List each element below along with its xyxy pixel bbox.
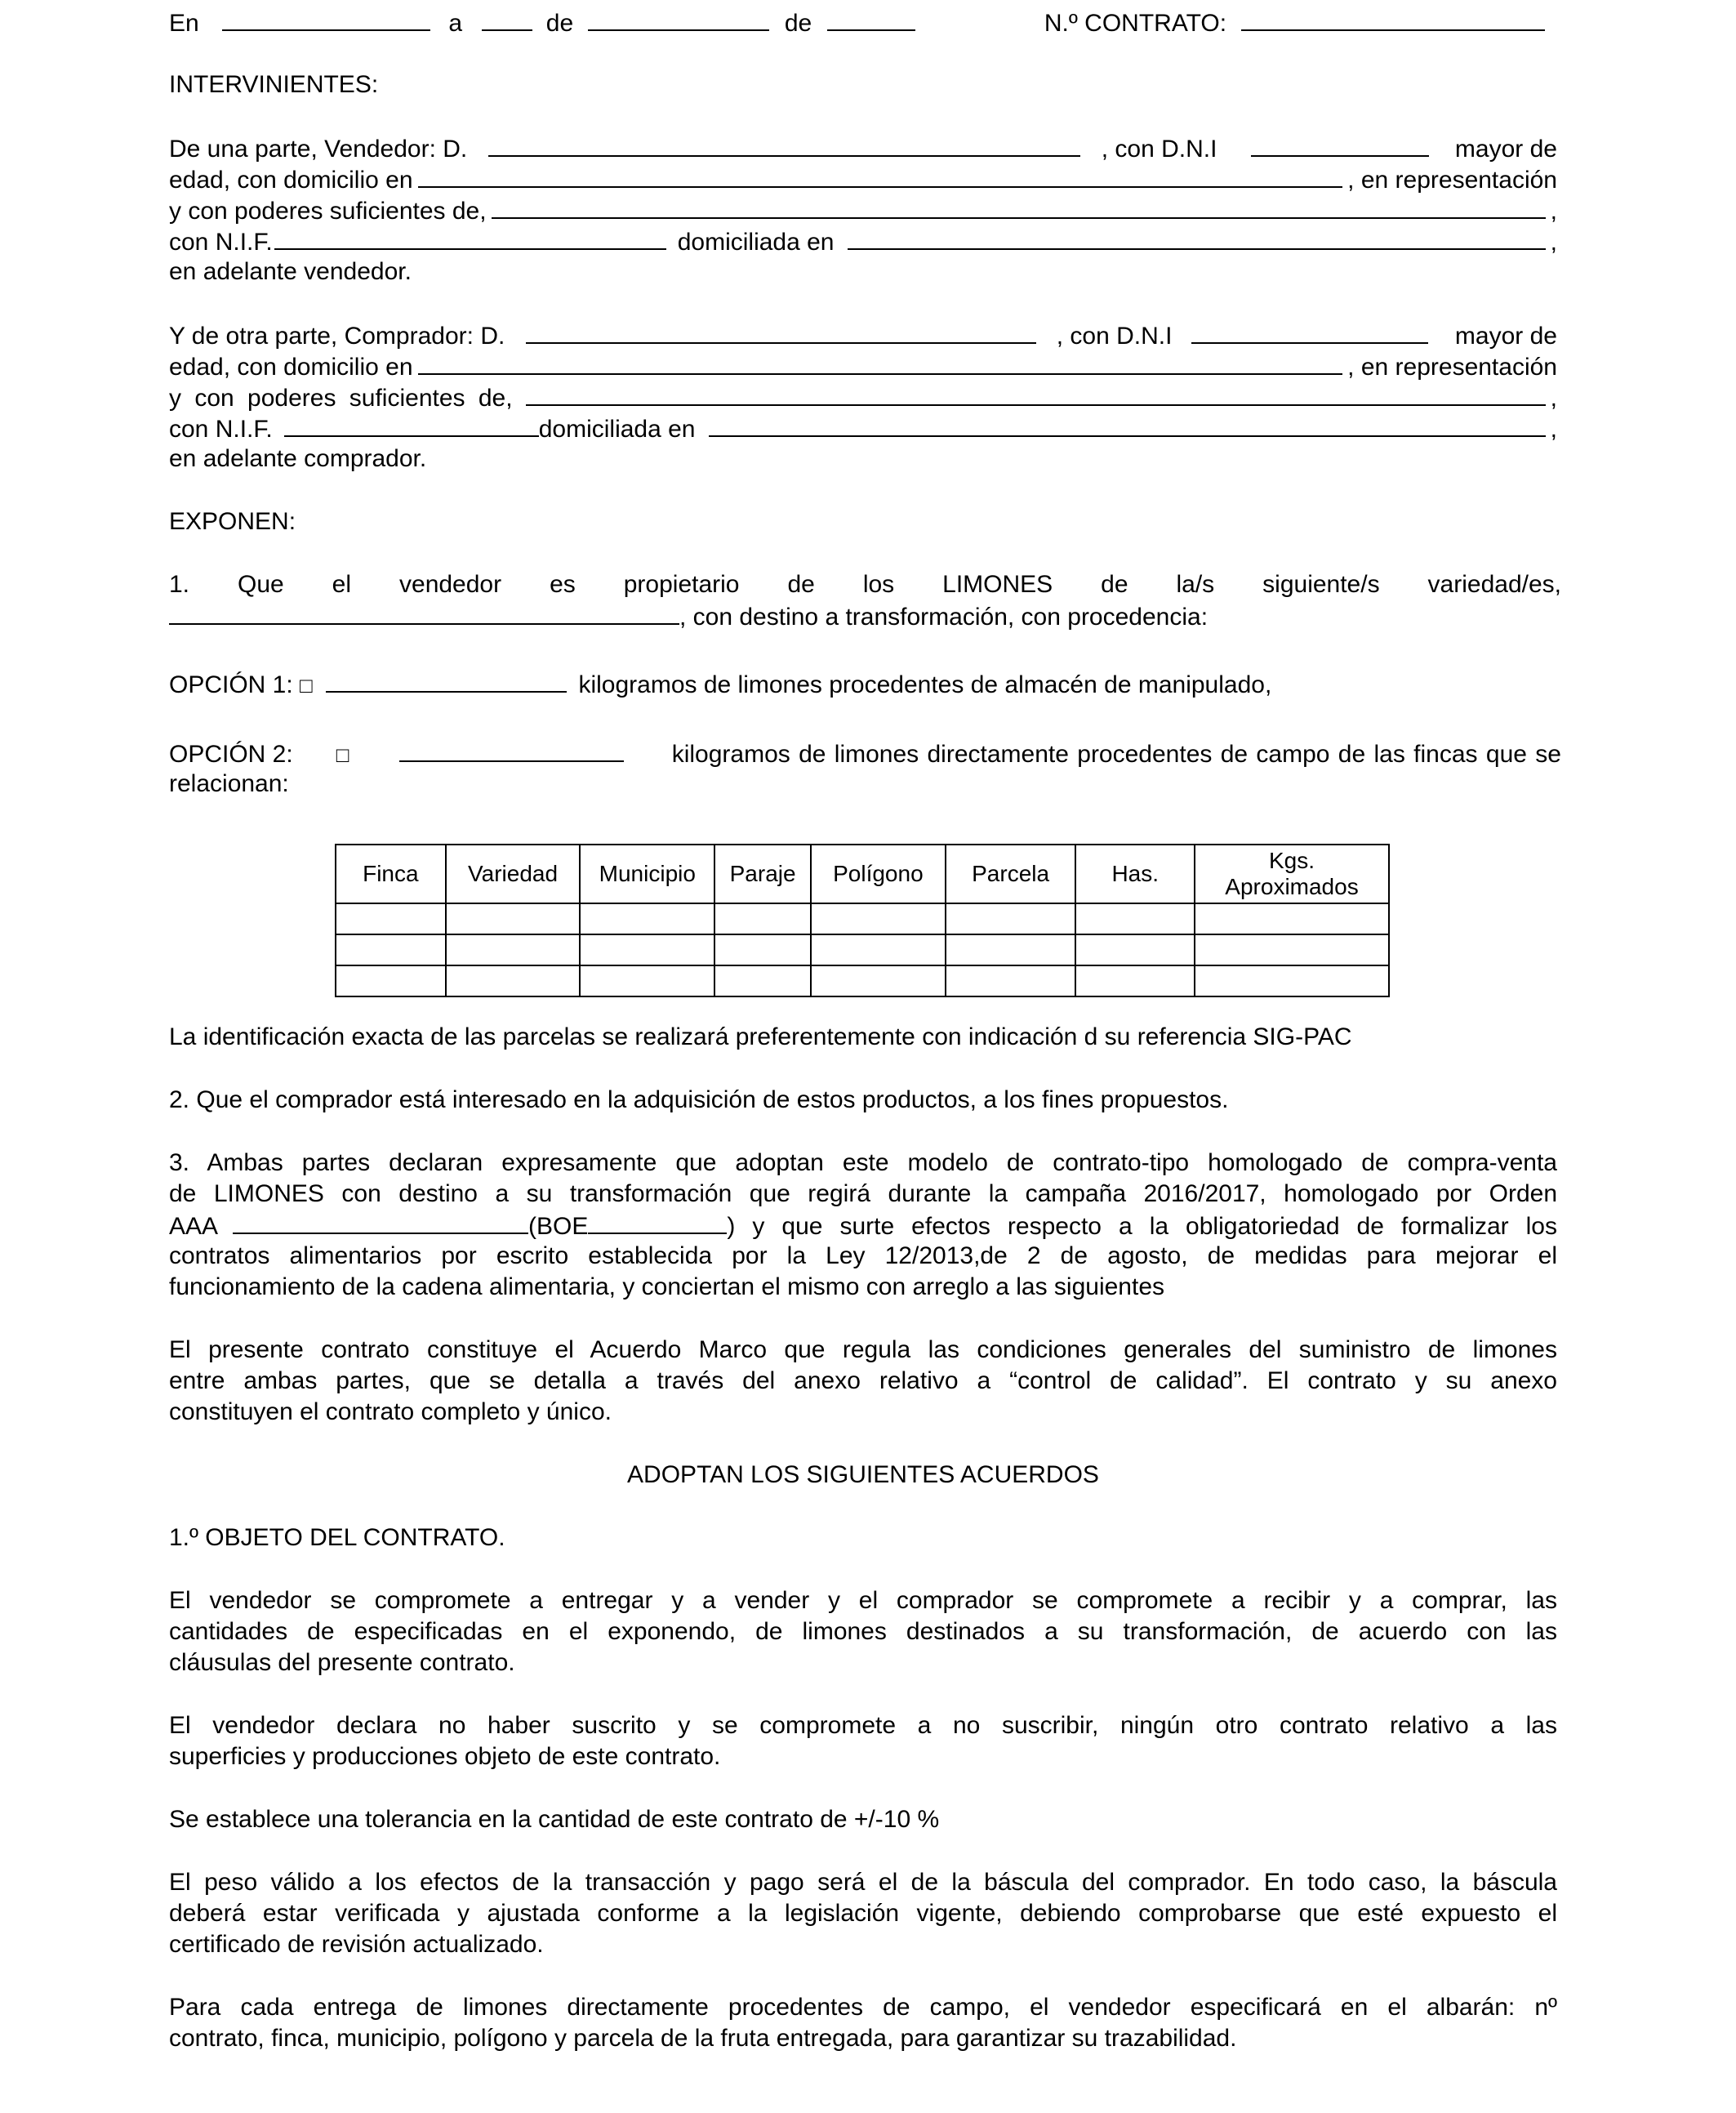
identificacion-text: La identificación exacta de las parcelas se realizará preferentemente con indicación d su referencia SIG-PAC xyxy=(169,1023,1352,1050)
opcion2-kg-blank[interactable] xyxy=(399,738,624,762)
objeto2-line-1: El vendedor declara no haber suscrito y se compromete a no suscribir, ningún otro contrato relativo a las xyxy=(169,1712,1557,1739)
acuerdo-marco-line-2: entre ambas partes, que se detalla a través del anexo relativo a “control de calidad”. El contrato y su anexo xyxy=(169,1367,1557,1394)
col-municipio: Municipio xyxy=(580,845,714,903)
table-row xyxy=(336,965,1389,996)
vendedor-line-4 xyxy=(169,225,1557,258)
comprador-domiciliada-label: domiciliada en xyxy=(538,416,696,443)
p3-line-2: de LIMONES con destino a su transformación que regirá durante la campaña 2016/2017, homologado por Orden xyxy=(169,1180,1557,1207)
objeto2-line-2: superficies y producciones objeto de este contrato. xyxy=(169,1743,721,1770)
header-a: a xyxy=(448,10,463,37)
tolerancia-text: Se establece una tolerancia en la cantidad de este contrato de +/-10 % xyxy=(169,1806,940,1833)
col-variedad: Variedad xyxy=(446,845,581,903)
comprador-name-blank[interactable] xyxy=(526,319,1036,344)
vendedor-poderes-label: y con poderes suficientes de, xyxy=(169,198,487,225)
comprador-line-5: en adelante comprador. xyxy=(169,445,427,472)
table-cell[interactable] xyxy=(336,965,446,996)
col-kgs: Kgs. Aproximados xyxy=(1195,845,1389,903)
variedad-blank[interactable] xyxy=(169,600,679,625)
table-cell[interactable] xyxy=(811,934,946,965)
peso-line-1: El peso válido a los efectos de la transacción y pago será el de la báscula del comprador. En todo caso, la báscula xyxy=(169,1869,1557,1896)
table-cell[interactable] xyxy=(1075,934,1195,965)
contract-number-blank[interactable] xyxy=(1241,7,1545,31)
boe-blank[interactable] xyxy=(588,1210,727,1234)
vendedor-domiciliada-label: domiciliada en xyxy=(677,229,835,256)
p3-efectos-text: ) y que surte efectos respecto a la obligatoriedad de formalizar los xyxy=(727,1213,1557,1240)
comprador-mayor-label: mayor de xyxy=(1454,323,1557,350)
vendedor-line-2 xyxy=(169,163,1557,196)
opcion2-line-2: relacionan: xyxy=(169,770,289,797)
col-finca: Finca xyxy=(336,845,446,903)
table-cell[interactable] xyxy=(714,965,811,996)
table-cell[interactable] xyxy=(946,934,1076,965)
col-has: Has. xyxy=(1075,845,1195,903)
intervinientes-heading: INTERVINIENTES: xyxy=(169,71,379,98)
table-cell[interactable] xyxy=(336,934,446,965)
vendedor-dni-blank[interactable] xyxy=(1251,132,1429,157)
opcion1-line xyxy=(169,668,1557,701)
comprador-domicilio-blank[interactable] xyxy=(418,350,1343,375)
comma: , xyxy=(1550,416,1557,443)
table-cell[interactable] xyxy=(446,903,581,934)
opcion1-label: OPCIÓN 1: xyxy=(169,671,293,698)
comprador-dni-blank[interactable] xyxy=(1191,319,1428,344)
orden-blank[interactable] xyxy=(233,1210,528,1234)
vendedor-domiciliada-blank[interactable] xyxy=(848,225,1546,250)
comprador-nif-label: con N.I.F. xyxy=(169,416,273,443)
acuerdo-marco-line-3: constituyen el contrato completo y único. xyxy=(169,1398,612,1425)
place-blank[interactable] xyxy=(222,7,430,31)
vendedor-mayor-label: mayor de xyxy=(1454,136,1557,163)
boe-label: (BOE xyxy=(528,1213,589,1240)
opcion2-checkbox[interactable]: □ xyxy=(336,742,349,767)
table-row xyxy=(336,934,1389,965)
table-cell[interactable] xyxy=(580,934,714,965)
col-poligono: Polígono xyxy=(811,845,946,903)
table-cell[interactable] xyxy=(811,903,946,934)
comma: , xyxy=(1550,385,1557,412)
comprador-dni-label: , con D.N.I xyxy=(1056,323,1173,350)
opcion1-text: kilogramos de limones procedentes de almacén de manipulado, xyxy=(578,671,1272,698)
header-en: En xyxy=(169,10,199,37)
exponen-heading: EXPONEN: xyxy=(169,508,296,535)
p3-line-1: 3. Ambas partes declaran expresamente que adoptan este modelo de contrato-tipo homologado de compra-venta xyxy=(169,1149,1557,1176)
vendedor-name-blank[interactable] xyxy=(488,132,1080,157)
table-cell[interactable] xyxy=(580,965,714,996)
vendedor-line-3 xyxy=(169,194,1557,227)
vendedor-nif-blank[interactable] xyxy=(274,225,666,250)
comprador-representacion-label: , en representación xyxy=(1347,354,1557,381)
p1-destino-text: , con destino a transformación, con procedencia: xyxy=(679,604,1209,631)
comprador-label: Y de otra parte, Comprador: D. xyxy=(169,323,505,350)
p1-line-1: 1. Que el vendedor es propietario de los LIMONES de la/s siguiente/s variedad/es, xyxy=(169,571,1561,598)
table-header-row xyxy=(336,845,1389,903)
table-cell[interactable] xyxy=(811,965,946,996)
header-de1: de xyxy=(545,10,574,37)
comprador-line-2 xyxy=(169,350,1557,383)
adoptan-heading: ADOPTAN LOS SIGUIENTES ACUERDOS xyxy=(627,1461,1099,1488)
vendedor-domicilio-blank[interactable] xyxy=(418,163,1343,188)
header-line xyxy=(169,7,1557,39)
table-cell[interactable] xyxy=(336,903,446,934)
vendedor-line-1 xyxy=(169,132,1557,165)
opcion1-kg-blank[interactable] xyxy=(326,668,567,693)
peso-line-3: certificado de revisión actualizado. xyxy=(169,1931,544,1958)
comprador-domicilio-label: edad, con domicilio en xyxy=(169,354,413,381)
p1-line-2 xyxy=(169,600,1557,633)
table-cell[interactable] xyxy=(1075,965,1195,996)
day-blank[interactable] xyxy=(482,7,532,31)
comprador-domiciliada-blank[interactable] xyxy=(709,412,1546,437)
opcion2-line xyxy=(169,738,1561,770)
p3-line-5: funcionamiento de la cadena alimentaria, y conciertan el mismo con arreglo a las siguientes xyxy=(169,1273,1164,1300)
header-de2: de xyxy=(784,10,812,37)
table-cell[interactable] xyxy=(1195,965,1389,996)
p3-line-3 xyxy=(169,1210,1557,1242)
p2-text: 2. Que el comprador está interesado en la adquisición de estos productos, a los fines propuestos. xyxy=(169,1086,1229,1113)
table-cell[interactable] xyxy=(1075,903,1195,934)
comprador-line-3 xyxy=(169,381,1557,414)
month-blank[interactable] xyxy=(588,7,769,31)
parcelas-table xyxy=(335,844,1390,997)
peso-line-2: deberá estar verificada y ajustada conforme a la legislación vigente, debiendo comprobarse que esté expuesto el xyxy=(169,1900,1557,1927)
objeto1-line-3: cláusulas del presente contrato. xyxy=(169,1649,515,1676)
table-cell[interactable] xyxy=(446,934,581,965)
table-cell[interactable] xyxy=(1195,934,1389,965)
vendedor-domicilio-label: edad, con domicilio en xyxy=(169,167,413,194)
vendedor-poderes-blank[interactable] xyxy=(492,194,1546,219)
objeto1-line-1: El vendedor se compromete a entregar y a vender y el comprador se compromete a recibir y a comprar, las xyxy=(169,1587,1557,1614)
objeto1-line-2: cantidades de especificadas en el exponendo, de limones destinados a su transformación, de acuerdo con las xyxy=(169,1618,1557,1645)
opcion1-checkbox[interactable]: □ xyxy=(300,673,313,698)
col-parcela: Parcela xyxy=(946,845,1076,903)
orden-aaa-label: AAA xyxy=(169,1213,219,1240)
comprador-poderes-label: y con poderes suficientes de, xyxy=(169,385,513,412)
p3-line-4: contratos alimentarios por escrito establecida por la Ley 12/2013,de 2 de agosto, de medidas para mejorar el xyxy=(169,1242,1557,1269)
table-cell[interactable] xyxy=(714,903,811,934)
table-cell[interactable] xyxy=(446,965,581,996)
acuerdo-marco-line-1: El presente contrato constituye el Acuerdo Marco que regula las condiciones generales del suministro de limones xyxy=(169,1336,1557,1363)
vendedor-representacion-label: , en representación xyxy=(1347,167,1557,194)
comma: , xyxy=(1550,198,1557,225)
opcion2-label: OPCIÓN 2: xyxy=(169,741,293,768)
opcion2-text: kilogramos de limones directamente procedentes de campo de las fincas que se xyxy=(671,741,1561,768)
entrega-line-1: Para cada entrega de limones directamente procedentes de campo, el vendedor especificará en el albarán: nº xyxy=(169,1994,1557,2021)
table-row xyxy=(336,903,1389,934)
table-cell[interactable] xyxy=(946,903,1076,934)
year-blank[interactable] xyxy=(827,7,915,31)
comprador-poderes-blank[interactable] xyxy=(526,381,1546,406)
table-cell[interactable] xyxy=(714,934,811,965)
vendedor-nif-label: con N.I.F. xyxy=(169,229,273,256)
table-cell[interactable] xyxy=(1195,903,1389,934)
col-paraje: Paraje xyxy=(714,845,811,903)
vendedor-line-5: en adelante vendedor. xyxy=(169,258,412,285)
comma: , xyxy=(1550,229,1557,256)
vendedor-label: De una parte, Vendedor: D. xyxy=(169,136,468,163)
entrega-line-2: contrato, finca, municipio, polígono y parcela de la fruta entregada, para garantizar su trazabilidad. xyxy=(169,2025,1237,2052)
comprador-line-1 xyxy=(169,319,1557,352)
objeto-title: 1.º OBJETO DEL CONTRATO. xyxy=(169,1524,505,1551)
comprador-nif-blank[interactable] xyxy=(284,412,539,437)
table-cell[interactable] xyxy=(946,965,1076,996)
header-contrato: N.º CONTRATO: xyxy=(1044,10,1227,37)
comprador-line-4 xyxy=(169,412,1557,445)
vendedor-dni-label: , con D.N.I xyxy=(1101,136,1217,163)
table-cell[interactable] xyxy=(580,903,714,934)
